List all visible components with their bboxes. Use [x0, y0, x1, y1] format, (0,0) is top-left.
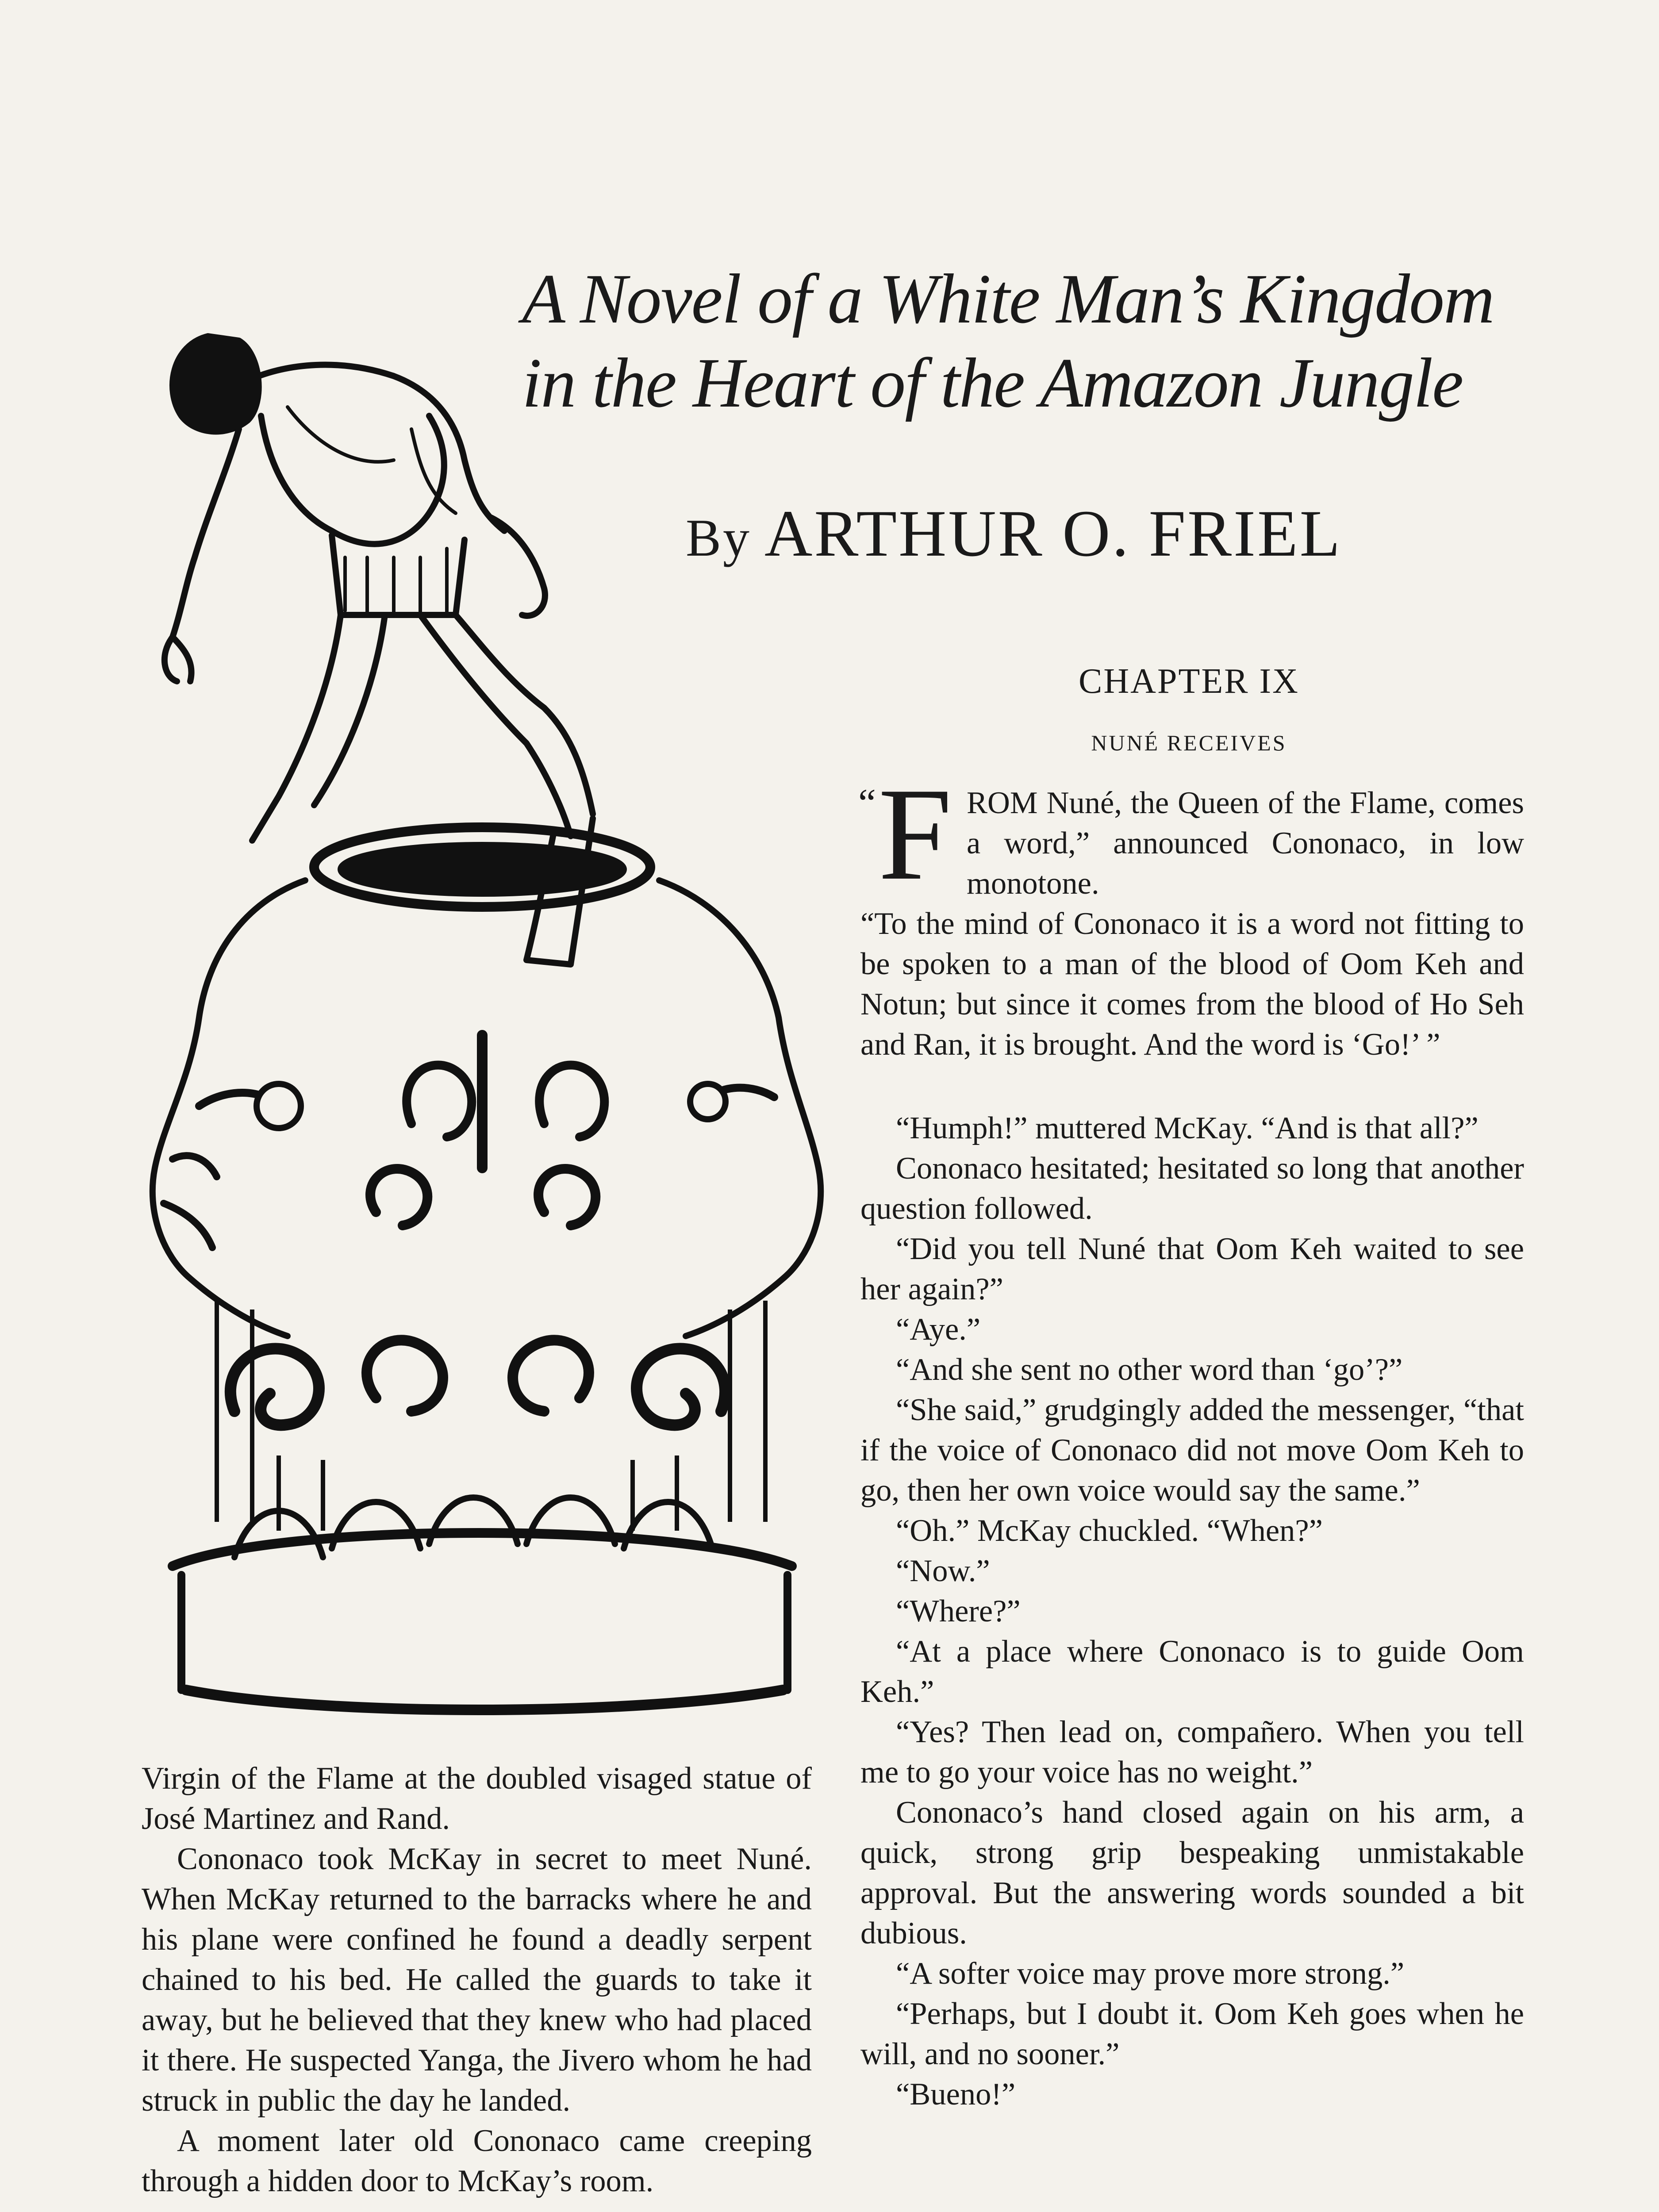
paragraph: “Perhaps, but I doubt it. Oom Keh goes when he will, and no sooner.”	[860, 1997, 1524, 2071]
opening-first-lines: ROM Nuné, the Queen of the Flame, comes a word,” announced Cononaco, in low monotone.	[967, 786, 1524, 901]
title-line-1: A Novel of a White Man’s Kingdom	[522, 259, 1494, 338]
opening-quote: “	[858, 781, 876, 825]
title-line-2: in the Heart of the Amazon Jungle	[522, 343, 1463, 422]
paragraph: “Oh.” McKay chuckled. “When?”	[896, 1513, 1323, 1548]
author-name: ARTHUR O. FRIEL	[764, 497, 1342, 570]
opening-paragraph	[858, 760, 1524, 1065]
paragraph: “Humph!” muttered McKay. “And is that all?”	[896, 1111, 1479, 1145]
opening-continuation: “To the mind of Cononaco it is a word not fitting to be spoken to a man of the blood of Oom Keh and Notun; but since it comes from the blood of Ho Seh and Ran, it is brought. And the word is ‘Go!’ ”	[860, 906, 1524, 1062]
paragraph: “Bueno!”	[896, 2077, 1016, 2112]
paragraph: “Yes? Then lead on, compañero. When you tell me to go your voice has no weight.”	[860, 1715, 1524, 1790]
paragraph: Virgin of the Flame at the doubled visaged statue of José Martinez and Rand.	[142, 1761, 812, 1836]
byline-by: By	[686, 508, 752, 567]
paragraph: A moment later old Cononaco came creeping through a hidden door to McKay’s room.	[142, 2124, 812, 2198]
left-column-text	[142, 1759, 812, 2201]
drop-cap: F	[878, 760, 952, 907]
right-column-text	[860, 1108, 1524, 2115]
paragraph: “And she sent no other word than ‘go’?”	[896, 1352, 1403, 1387]
paragraph: “Where?”	[896, 1594, 1021, 1628]
paragraph: “Did you tell Nuné that Oom Keh waited to see her again?”	[860, 1232, 1524, 1306]
paragraph: “At a place where Cononaco is to guide Oom Keh.”	[860, 1634, 1524, 1709]
paragraph: Cononaco hesitated; hesitated so long that another question followed.	[860, 1151, 1524, 1226]
paragraph: Cononaco’s hand closed again on his arm, a quick, strong grip bespeaking unmistakable approval. But the answering words sounded a bit dubious.	[860, 1795, 1524, 1951]
paragraph: Cononaco took McKay in secret to meet Nuné. When McKay returned to the barracks where he and his plane were confined he found a deadly serpent chained to his bed. He called the guards to take it away, but he believed that they knew who had placed it there. He suspected Yanga, the Jivero whom he had struck in public the day he landed.	[142, 1842, 812, 2118]
paragraph: “Now.”	[896, 1554, 990, 1588]
paragraph: “She said,” grudgingly added the messenger, “that if the voice of Cononaco did not move Oom Keh to go, then her own voice would say the same.”	[860, 1393, 1524, 1508]
paragraph: “Aye.”	[896, 1312, 981, 1347]
chapter-heading: CHAPTER IX	[1079, 662, 1299, 701]
chapter-subheading: NUNÉ RECEIVES	[1091, 730, 1287, 755]
illustration-figure-on-statue	[146, 327, 845, 1717]
paragraph: “A softer voice may prove more strong.”	[896, 1956, 1405, 1991]
